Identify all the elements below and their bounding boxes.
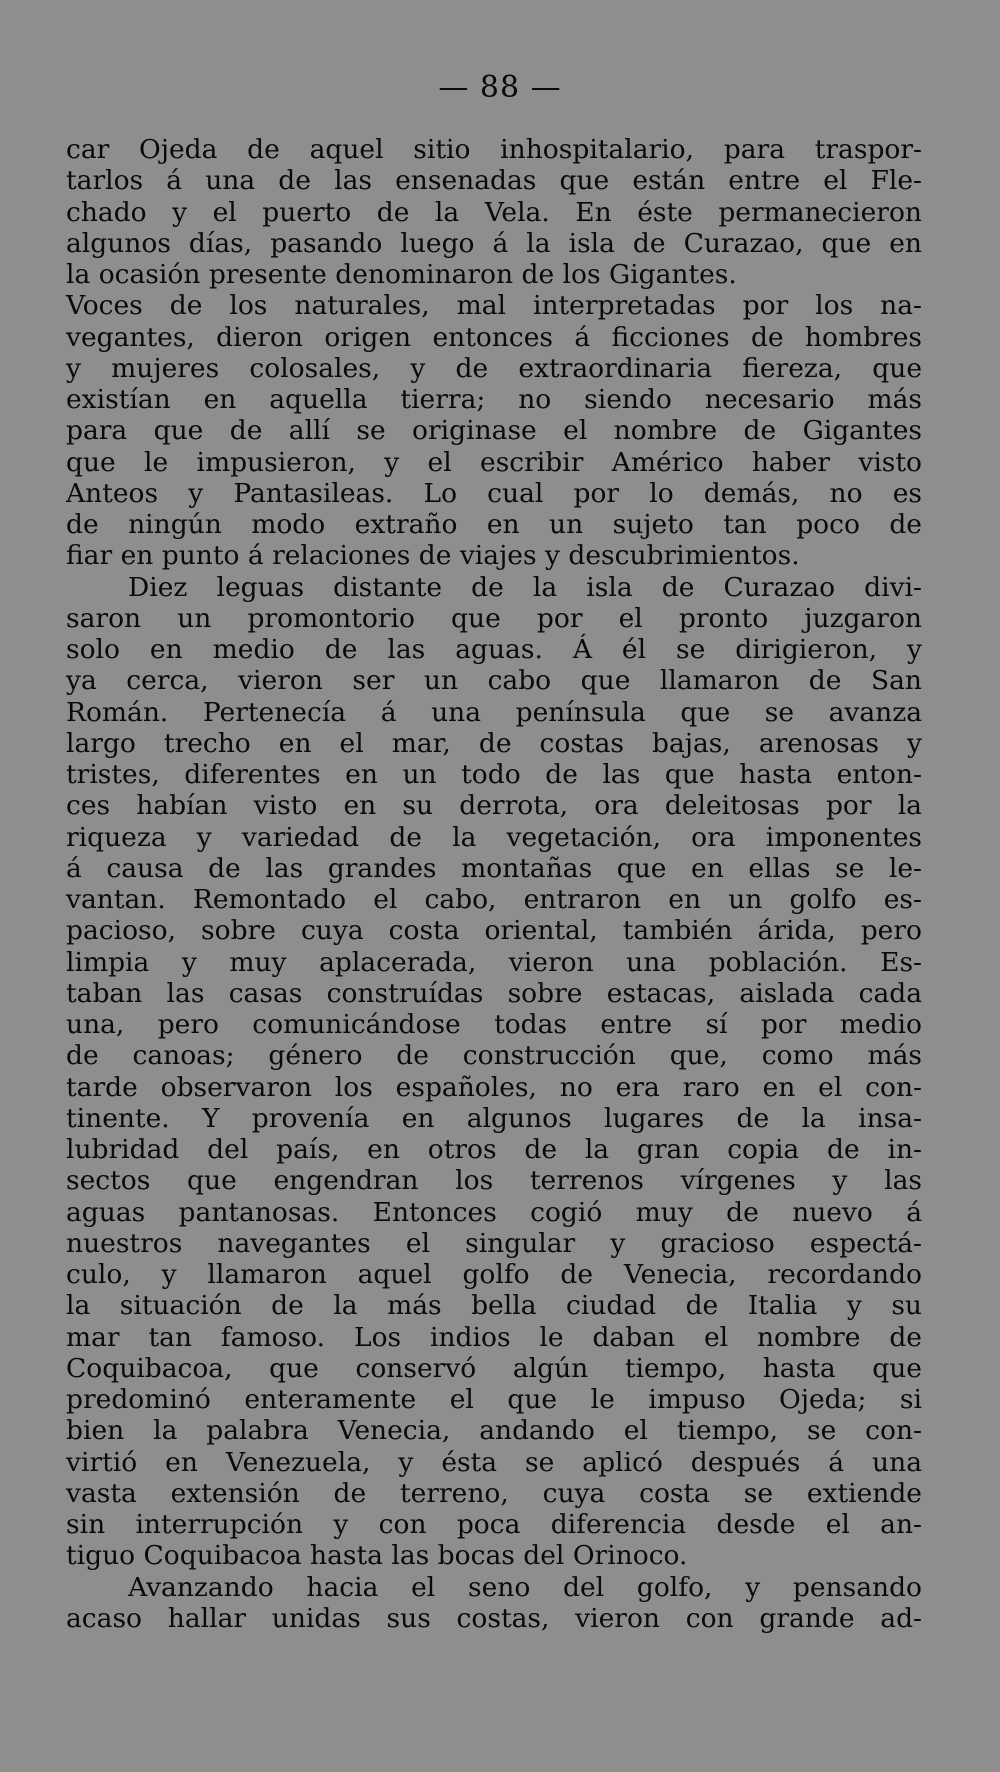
body-text bbox=[66, 134, 922, 1634]
text-line: aguas pantanosas. Entonces cogió muy de nuevo á bbox=[66, 1196, 922, 1228]
text-line: á causa de las grandes montañas que en ellas se le- bbox=[66, 852, 922, 884]
text-line: fiar en punto á relaciones de viajes y descubrimientos. bbox=[66, 540, 800, 572]
text-line: existían en aquella tierra; no siendo necesario más bbox=[66, 384, 922, 415]
text-line: culo, y llamaron aquel golfo de Venecia, recordando bbox=[66, 1259, 922, 1290]
text-line: car Ojeda de aquel sitio inhospitalario, para traspor- bbox=[66, 134, 922, 165]
text-line: vegantes, dieron origen entonces á ficciones de hombres bbox=[66, 321, 922, 353]
text-line: Diez leguas distante de la isla de Curazao divi- bbox=[128, 571, 922, 603]
text-line: bien la palabra Venecia, andando el tiempo, se con- bbox=[66, 1415, 922, 1447]
text-line: de ningún modo extraño en un sujeto tan poco de bbox=[66, 509, 922, 540]
text-line: limpia y muy aplacerada, vieron una población. Es- bbox=[66, 946, 922, 978]
text-line: saron un promontorio que por el pronto juzgaron bbox=[66, 602, 922, 634]
text-line: virtió en Venezuela, y ésta se aplicó después á una bbox=[66, 1446, 922, 1478]
text-line: lubridad del país, en otros de la gran copia de in- bbox=[66, 1134, 922, 1165]
text-line: vasta extensión de terreno, cuya costa se extiende bbox=[66, 1477, 922, 1509]
text-line: tarde observaron los españoles, no era raro en el con- bbox=[66, 1071, 922, 1103]
text-line: algunos días, pasando luego á la isla de Curazao, que en bbox=[66, 227, 922, 259]
text-line: ya cerca, vieron ser un cabo que llamaron de San bbox=[66, 665, 922, 697]
text-line: que le impusieron, y el escribir Américo haber visto bbox=[66, 446, 922, 478]
text-line: acaso hallar unidas sus costas, vieron con grande ad- bbox=[66, 1602, 922, 1634]
text-line: Coquibacoa, que conservó algún tiempo, hasta que bbox=[66, 1352, 922, 1384]
page-number: — 88 — bbox=[438, 70, 562, 105]
text-line: tinente. Y provenía en algunos lugares de la insa- bbox=[66, 1102, 922, 1134]
text-line: ces habían visto en su derrota, ora deleitosas por la bbox=[66, 790, 922, 822]
text-line: largo trecho en el mar, de costas bajas, arenosas y bbox=[66, 727, 922, 759]
text-line: y mujeres colosales, y de extraordinaria fiereza, que bbox=[66, 352, 922, 384]
text-line: Voces de los naturales, mal interpretadas por los na- bbox=[66, 290, 922, 322]
text-line: riqueza y variedad de la vegetación, ora imponentes bbox=[66, 821, 922, 853]
text-line: tristes, diferentes en un todo de las que hasta enton- bbox=[66, 759, 922, 790]
text-line: Román. Pertenecía á una península que se avanza bbox=[66, 696, 922, 728]
text-line: vantan. Remontado el cabo, entraron en un golfo es- bbox=[66, 884, 922, 915]
text-line: taban las casas construídas sobre estacas, aislada cada bbox=[66, 977, 922, 1009]
text-line: la situación de la más bella ciudad de Italia y su bbox=[66, 1290, 922, 1322]
text-line: tarlos á una de las ensenadas que están entre el Fle- bbox=[66, 165, 922, 197]
text-line: solo en medio de las aguas. Á él se dirigieron, y bbox=[66, 634, 922, 665]
text-line: chado y el puerto de la Vela. En éste permanecieron bbox=[66, 196, 922, 228]
text-line: mar tan famoso. Los indios le daban el nombre de bbox=[66, 1321, 922, 1353]
text-line: la ocasión presente denominaron de los Gigantes. bbox=[66, 259, 737, 290]
text-line: sin interrupción y con poca diferencia desde el an- bbox=[66, 1509, 922, 1540]
text-line: tiguo Coquibacoa hasta las bocas del Orinoco. bbox=[66, 1540, 688, 1572]
text-line: sectos que engendran los terrenos vírgenes y las bbox=[66, 1165, 922, 1197]
text-line: una, pero comunicándose todas entre sí por medio bbox=[66, 1009, 922, 1040]
text-line: Avanzando hacia el seno del golfo, y pensando bbox=[128, 1571, 922, 1603]
text-line: de canoas; género de construcción que, como más bbox=[66, 1040, 922, 1072]
text-line: predominó enteramente el que le impuso Ojeda; si bbox=[66, 1384, 922, 1415]
text-line: pacioso, sobre cuya costa oriental, también árida, pero bbox=[66, 915, 922, 947]
text-line: para que de allí se originase el nombre de Gigantes bbox=[66, 415, 922, 447]
text-line: Anteos y Pantasileas. Lo cual por lo demás, no es bbox=[66, 477, 922, 509]
text-line: nuestros navegantes el singular y gracioso espectá- bbox=[66, 1227, 922, 1259]
